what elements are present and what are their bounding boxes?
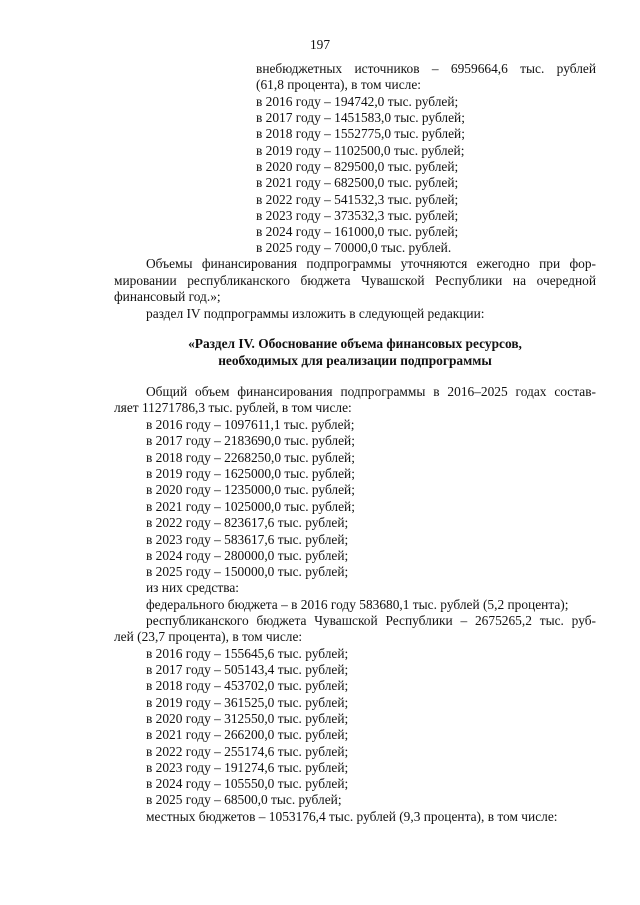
list-item: в 2020 году – 312550,0 тыс. рублей; bbox=[146, 711, 349, 726]
section-heading-line: «Раздел IV. Обоснование объема финансовых ресурсов, bbox=[188, 336, 522, 351]
paragraph-line: Общий объем финансирования подпрограммы в 2016–2025 годах состав- bbox=[146, 384, 596, 399]
paragraph-line: Объемы финансирования подпрограммы уточняются ежегодно при фор- bbox=[146, 256, 596, 271]
paragraph-line: из них средства: bbox=[146, 580, 240, 595]
list-item: в 2025 году – 150000,0 тыс. рублей; bbox=[146, 564, 349, 579]
list-item: в 2020 году – 1235000,0 тыс. рублей; bbox=[146, 482, 355, 497]
page-number: 197 bbox=[309, 37, 331, 52]
top-block-line: в 2025 году – 70000,0 тыс. рублей. bbox=[256, 240, 452, 255]
top-block-line: в 2018 году – 1552775,0 тыс. рублей; bbox=[256, 126, 465, 141]
top-block-line: в 2021 году – 682500,0 тыс. рублей; bbox=[256, 175, 459, 190]
list-item: в 2018 году – 2268250,0 тыс. рублей; bbox=[146, 450, 355, 465]
list-item: в 2017 году – 505143,4 тыс. рублей; bbox=[146, 662, 349, 677]
paragraph-line: федерального бюджета – в 2016 году 583680,1 тыс. рублей (5,2 процента); bbox=[146, 597, 569, 612]
top-block-line: в 2020 году – 829500,0 тыс. рублей; bbox=[256, 159, 459, 174]
top-block-line: в 2019 году – 1102500,0 тыс. рублей; bbox=[256, 143, 465, 158]
paragraph-line: раздел IV подпрограммы изложить в следующей редакции: bbox=[146, 306, 485, 321]
paragraph-line: лей (23,7 процента), в том числе: bbox=[114, 629, 303, 644]
paragraph-line: ляет 11271786,3 тыс. рублей, в том числе: bbox=[114, 400, 352, 415]
paragraph-line: республиканского бюджета Чувашской Республики – 2675265,2 тыс. руб- bbox=[146, 613, 596, 628]
list-item: в 2017 году – 2183690,0 тыс. рублей; bbox=[146, 433, 355, 448]
paragraph-line: мировании республиканского бюджета Чувашской Республики на очередной bbox=[114, 273, 596, 288]
section-heading-line: необходимых для реализации подпрограммы bbox=[218, 353, 492, 368]
top-block-line: в 2024 году – 161000,0 тыс. рублей; bbox=[256, 224, 459, 239]
paragraph-line: финансовый год.»; bbox=[114, 289, 221, 304]
top-block-line: в 2016 году – 194742,0 тыс. рублей; bbox=[256, 94, 459, 109]
list-item: в 2024 году – 105550,0 тыс. рублей; bbox=[146, 776, 349, 791]
top-block-line: внебюджетных источников – 6959664,6 тыс. рублей bbox=[256, 61, 596, 76]
list-item: в 2018 году – 453702,0 тыс. рублей; bbox=[146, 678, 349, 693]
list-item: в 2025 году – 68500,0 тыс. рублей; bbox=[146, 792, 342, 807]
list-item: в 2022 году – 255174,6 тыс. рублей; bbox=[146, 744, 349, 759]
top-block-line: в 2017 году – 1451583,0 тыс. рублей; bbox=[256, 110, 465, 125]
list-item: в 2021 году – 1025000,0 тыс. рублей; bbox=[146, 499, 355, 514]
list-item: в 2024 году – 280000,0 тыс. рублей; bbox=[146, 548, 349, 563]
list-item: в 2019 году – 1625000,0 тыс. рублей; bbox=[146, 466, 355, 481]
top-block-line: (61,8 процента), в том числе: bbox=[256, 77, 421, 92]
list-item: в 2016 году – 155645,6 тыс. рублей; bbox=[146, 646, 349, 661]
list-item: в 2019 году – 361525,0 тыс. рублей; bbox=[146, 695, 349, 710]
list-item: в 2023 году – 583617,6 тыс. рублей; bbox=[146, 532, 349, 547]
paragraph-line: местных бюджетов – 1053176,4 тыс. рублей (9,3 процента), в том числе: bbox=[146, 809, 558, 824]
top-block-line: в 2022 году – 541532,3 тыс. рублей; bbox=[256, 192, 459, 207]
list-item: в 2022 году – 823617,6 тыс. рублей; bbox=[146, 515, 349, 530]
list-item: в 2023 году – 191274,6 тыс. рублей; bbox=[146, 760, 349, 775]
list-item: в 2016 году – 1097611,1 тыс. рублей; bbox=[146, 417, 355, 432]
top-block-line: в 2023 году – 373532,3 тыс. рублей; bbox=[256, 208, 459, 223]
list-item: в 2021 году – 266200,0 тыс. рублей; bbox=[146, 727, 349, 742]
